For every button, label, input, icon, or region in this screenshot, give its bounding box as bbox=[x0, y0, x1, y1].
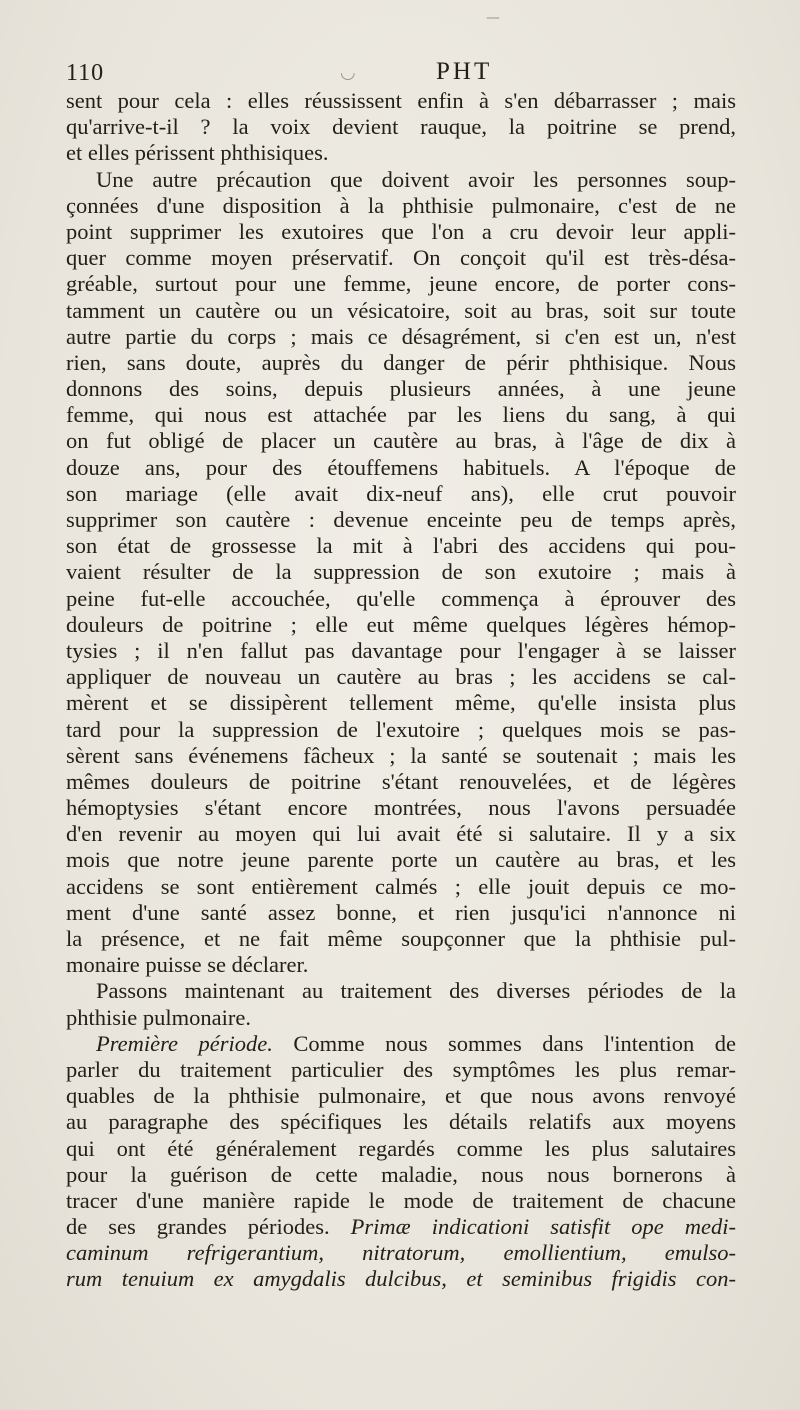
text-line: donnons des soins, depuis plusieurs années, à une jeune bbox=[66, 376, 736, 402]
text-line bbox=[66, 1214, 736, 1240]
text-line: Une autre précaution que doivent avoir les personnes soup- bbox=[96, 166, 736, 192]
text-line: quer comme moyen préservatif. On conçoit qu'il est très-désa- bbox=[66, 245, 736, 271]
running-head bbox=[66, 56, 736, 90]
text-line: parler du traitement particulier des symptômes les plus remar- bbox=[66, 1056, 736, 1082]
text-line: hémoptysies s'étant encore montrées, nous l'avons persuadée bbox=[66, 795, 736, 821]
text-line: ment d'une santé assez bonne, et rien jusqu'ici n'annonce ni bbox=[66, 899, 736, 925]
text-line: femme, qui nous est attachée par les liens du sang, à qui bbox=[66, 402, 736, 428]
text-line: rien, sans doute, auprès du danger de périr phthisique. Nous bbox=[66, 349, 736, 375]
text-line: sèrent sans événemens fâcheux ; la santé se soutenait ; mais les bbox=[66, 742, 736, 768]
text-line: son état de grossesse la mit à l'abri des accidens qui pou- bbox=[66, 533, 736, 559]
latin-text: Primæ indicationi satisfit ope medi- bbox=[350, 1214, 737, 1240]
text-line: au paragraphe des spécifiques les détails relatifs aux moyens bbox=[66, 1109, 736, 1135]
text-line: on fut obligé de placer un cautère au bras, à l'âge de dix à bbox=[66, 428, 736, 454]
paper-mark: — bbox=[486, 10, 500, 26]
text-line: point supprimer les exutoires que l'on a cru devoir leur appli- bbox=[66, 218, 736, 244]
text-line: pour la guérison de cette maladie, nous nous bornerons à bbox=[66, 1161, 736, 1187]
text-line: autre partie du corps ; mais ce désagrément, si c'en est un, n'est bbox=[66, 323, 736, 349]
text-line: appliquer de nouveau un cautère au bras ; les accidens se cal- bbox=[66, 664, 736, 690]
section-title: PHT bbox=[436, 58, 493, 85]
text-line: quables de la phthisie pulmonaire, et que nous avons renvoyé bbox=[66, 1083, 736, 1109]
text-line: phthisie pulmonaire. bbox=[66, 1004, 251, 1030]
text-line: douze ans, pour des étouffemens habituels. A l'époque de bbox=[66, 454, 736, 480]
text-span: de ses grandes périodes. bbox=[66, 1214, 351, 1240]
text-line: mois que notre jeune parente porte un cautère au bras, et les bbox=[66, 847, 736, 873]
text-line: et elles périssent phthisiques. bbox=[66, 140, 329, 166]
body-text bbox=[66, 88, 736, 1293]
text-line: sent pour cela : elles réussissent enfin à s'en débarrasser ; mais bbox=[66, 88, 736, 113]
text-line: tard pour la suppression de l'exutoire ; quelques mois se pas- bbox=[66, 716, 736, 742]
text-line: çonnées d'une disposition à la phthisie pulmonaire, c'est de ne bbox=[66, 192, 736, 218]
text-line: la présence, et ne fait même soupçonner que la phthisie pul- bbox=[66, 926, 736, 951]
text-line: tracer d'une manière rapide le mode de traitement de chacune bbox=[66, 1187, 736, 1213]
text-line bbox=[66, 1031, 736, 1057]
text-line: tysies ; il n'en fallut pas davantage pour l'engager à se laisser bbox=[66, 637, 736, 663]
text-line bbox=[66, 1266, 736, 1292]
page-number: 110 bbox=[66, 60, 105, 86]
text-line: supprimer son cautère : devenue enceinte peu de temps après, bbox=[66, 507, 736, 532]
latin-text: rum tenuium ex amygdalis dulcibus, et seminibus frigidis con- bbox=[66, 1266, 736, 1292]
latin-text: caminum refrigerantium, nitratorum, emollientium, emulso- bbox=[66, 1240, 736, 1266]
text-line: tamment un cautère ou un vésicatoire, soit au bras, soit sur toute bbox=[66, 297, 736, 323]
text-line: qu'arrive-t-il ? la voix devient rauque, la poitrine se prend, bbox=[66, 114, 736, 140]
text-line: d'en revenir au moyen qui lui avait été si salutaire. Il y a six bbox=[66, 821, 736, 847]
text-line: Passons maintenant au traitement des diverses périodes de la bbox=[96, 978, 736, 1004]
text-line bbox=[66, 1240, 736, 1266]
text-line: accidens se sont entièrement calmés ; elle jouit depuis ce mo- bbox=[66, 873, 736, 899]
text-line: gréable, surtout pour une femme, jeune encore, de porter cons- bbox=[66, 271, 736, 297]
text-line: qui ont été généralement regardés comme les plus salutaires bbox=[66, 1135, 736, 1161]
text-span: Comme nous sommes dans l'intention de bbox=[272, 1030, 736, 1056]
text-line: mêmes douleurs de poitrine s'étant renouvelées, et de légères bbox=[66, 768, 736, 794]
paper-mark: ◡ bbox=[340, 62, 356, 83]
text-line: peine fut-elle accouchée, qu'elle commença à éprouver des bbox=[66, 585, 736, 611]
text-line: mèrent et se dissipèrent tellement même, qu'elle insista plus bbox=[66, 690, 736, 716]
text-line: monaire puisse se déclarer. bbox=[66, 952, 309, 978]
text-line: vaient résulter de la suppression de son exutoire ; mais à bbox=[66, 559, 736, 585]
italic-heading: Première période. bbox=[96, 1030, 273, 1056]
text-line: son mariage (elle avait dix-neuf ans), elle crut pouvoir bbox=[66, 480, 736, 506]
text-line: douleurs de poitrine ; elle eut même quelques légères hémop- bbox=[66, 611, 736, 637]
